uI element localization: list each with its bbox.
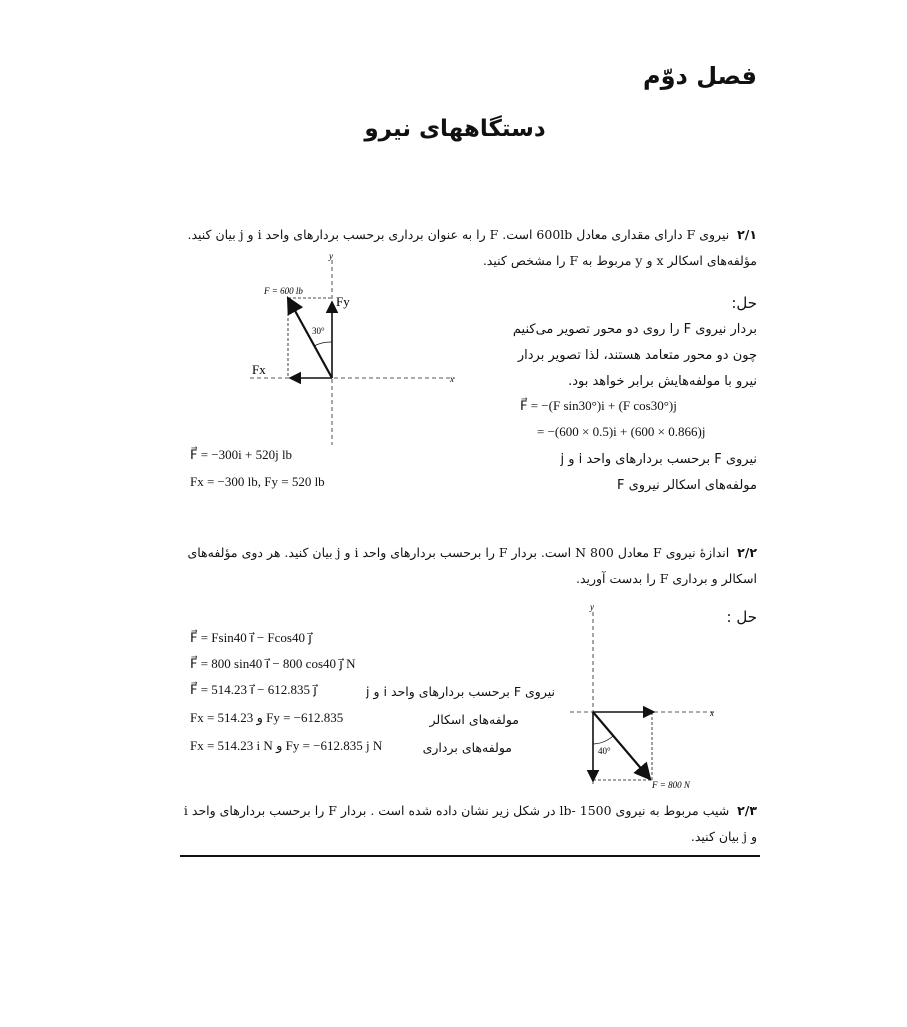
chapter-heading: فصل دوّم [643, 62, 757, 90]
solution-1-note-1: نیروی F برحسب بردارهای واحد i و j [560, 452, 757, 467]
page-title: دستگاههای نیرو [364, 116, 546, 142]
problem-2-line-1 [177, 540, 757, 566]
problem-3-text: شیب مربوط به نیروی lb- 1500 در شکل زیر نشان داده شده است . بردار F را برحسب بردارهای واحد i [183, 803, 730, 818]
result-1-components: Fx = −300 lb, Fy = 520 lb [190, 474, 325, 489]
solution-2-label: حل : [726, 608, 757, 626]
page-divider [180, 855, 760, 857]
x-axis-label: x [450, 374, 454, 384]
solution-2-equation-2: F⃗ = 800 sin40 i⃗ − 800 cos40 j⃗ N [190, 656, 356, 671]
problem-2-line-2: اسکالر و برداری F را بدست آورید. [575, 571, 757, 586]
fx-label: Fx [252, 362, 266, 377]
problem-3-line-2: و j بیان کنید. [690, 829, 757, 844]
problem-1-number: ۲/۱ [737, 227, 757, 242]
solution-1-note-2: مولفه‌های اسکالر نیروی F [616, 478, 757, 493]
problem-1-line-2: مؤلفه‌های اسکالر x و y مربوط به F را مشخص کنید. [482, 253, 757, 268]
problem-1-line-1 [177, 222, 757, 248]
solution-1-equation-2: = −(600 × 0.5)i + (600 × 0.866)j [537, 424, 706, 439]
force-label: F = 800 N [652, 780, 690, 790]
fy-label: Fy [336, 294, 350, 309]
angle-arc [314, 342, 332, 346]
problem-2-number: ۲/۲ [737, 545, 757, 560]
solution-2-equation-3: F⃗ = 514.23 i⃗ − 612.835 j⃗ [190, 682, 317, 697]
problem-3-line-1 [177, 798, 757, 824]
force-vector [288, 298, 332, 378]
angle-label: 30° [312, 326, 325, 336]
angle-label: 40° [598, 746, 611, 756]
solution-2-note-3: نیروی F برحسب بردارهای واحد i و j [366, 684, 555, 699]
angle-arc [593, 736, 613, 744]
solution-2-equation-4: Fx = 514.23 و Fy = −612.835 [190, 710, 344, 725]
solution-2-note-4: مولفه‌های اسکالر [429, 712, 519, 727]
solution-1-line-3: نیرو با مولفه‌هایش برابر خواهد بود. [568, 374, 757, 389]
figure-force-800n [560, 600, 740, 795]
solution-2-equation-1: F⃗ = Fsin40 i⃗ − Fcos40 j⃗ [190, 630, 312, 645]
problem-3-number: ۲/۳ [737, 803, 757, 818]
solution-1-label: حل: [731, 294, 757, 312]
y-axis-label: y [329, 251, 333, 261]
solution-1-line-2: چون دو محور متعامد هستند، لذا تصویر بردار [517, 348, 757, 363]
solution-2-equation-5: Fx = 514.23 i N و Fy = −612.835 j N [190, 738, 383, 753]
x-axis-label: x [710, 708, 714, 718]
problem-1-text: نیروی F دارای مقداری معادل 600lb است. F را به عنوان برداری برحسب بردارهای واحد i و j بیان کنید. [187, 227, 730, 242]
force-label: F = 600 lb [264, 286, 303, 296]
problem-2-text: اندازهٔ نیروی F معادل 800 N است. بردار F را برحسب بردارهای واحد i و j بیان کنید. هر دوی مؤلفه‌های [187, 545, 730, 560]
y-axis-label: y [590, 602, 594, 612]
result-1-vector: F⃗ = −300i + 520j lb [190, 447, 293, 462]
solution-2-note-5: مولفه‌های برداری [422, 740, 512, 755]
solution-1-equation-1: F⃗ = −(F sin30°)i + (F cos30°)j [520, 398, 677, 413]
solution-1-line-1: بردار نیروی F را روی دو محور تصویر می‌کنیم [512, 322, 757, 337]
